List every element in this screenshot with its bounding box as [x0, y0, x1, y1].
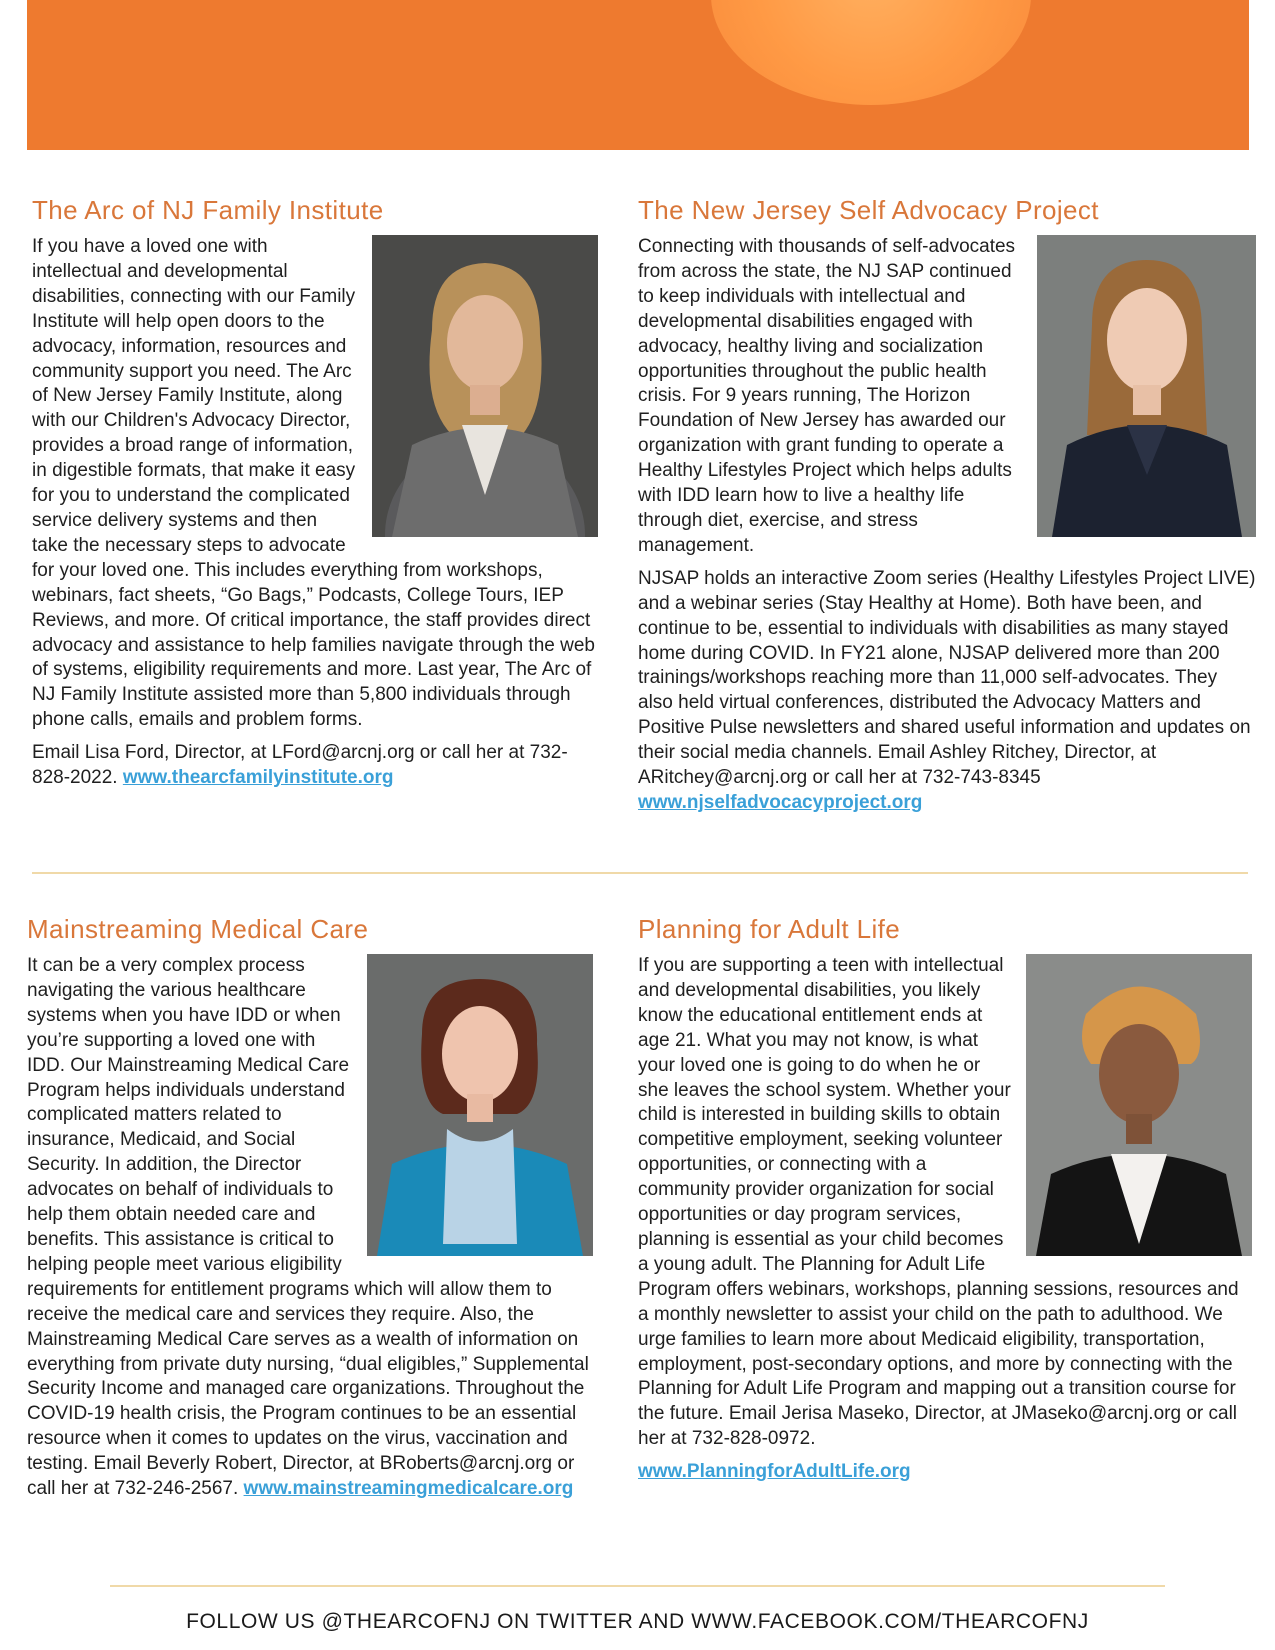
- section-mainstreaming-medical-care: [27, 914, 593, 1502]
- contact-text: Email Lisa Ford, Director, at LFord@arcnj.org or call her at 732-828-2022.: [32, 742, 568, 789]
- decorative-circle: [711, 0, 1031, 105]
- section-title: Planning for Adult Life: [638, 914, 901, 944]
- section-title: The Arc of NJ Family Institute: [32, 195, 384, 225]
- section-family-institute: [32, 195, 598, 791]
- section-paragraph: It can be a very complex process navigating the various healthcare systems when you have IDD or when you’re supporting a loved one with IDD. Our Mainstreaming Medical Care Program helps individuals understand complicated matters related to insurance, Medicaid, and Social Security. In addition, the Director advocates on behalf of individuals to help them obtain needed care and benefits. This assistance is critical to helping people meet various eligibility requirements for entitlement programs which will allow them to receive the medical care and services they require. Also, the Mainstreaming Medical Care serves as a wealth of information on everything from private duty nursing, “dual eligibles,” Supplemental Security Income and managed care organizations. Throughout the COVID-19 health crisis, the Program continues to be an essential resource when it comes to updates on the virus, vaccination and testing. Email Beverly Robert, Director, at BRoberts@arcnj.org or call her at 732-246-2567.: [27, 955, 589, 1500]
- portrait-photo-lisa-ford: [372, 235, 598, 537]
- family-institute-link[interactable]: www.thearcfamilyinstitute.org: [122, 767, 394, 789]
- section-divider: [32, 872, 1248, 874]
- portrait-photo-jerisa-maseko: [1026, 954, 1252, 1256]
- social-follow-footer: FOLLOW US @THEARCOFNJ ON TWITTER AND WWW.FACEBOOK.COM/THEARCOFNJ: [186, 1610, 1089, 1633]
- portrait-photo-ashley-ritchey: [1037, 235, 1256, 537]
- self-advocacy-link[interactable]: www.njselfadvocacyproject.org: [638, 791, 923, 813]
- section-title: The New Jersey Self Advocacy Project: [638, 195, 1099, 225]
- section-self-advocacy: [638, 195, 1256, 816]
- planning-adult-life-link[interactable]: www.PlanningforAdultLife.org: [638, 1461, 911, 1483]
- section-paragraph: If you are supporting a teen with intellectual and developmental disabilities, you likely know the educational entitlement ends at age 21. What you may not know, is what your loved one is going to do when he or she leaves the school system. Whether your child is interested in building skills to obtain competitive employment, seeking volunteer opportunities, or connecting with a community provider organization for social opportunities or day program services, planning is essential as your child becomes a young adult. The Planning for Adult Life Program offers webinars, workshops, planning sessions, resources and a monthly newsletter to assist your child on the path to adulthood. We urge families to learn more about Medicaid eligibility, transportation, employment, post-secondary options, and more by connecting with the Planning for Adult Life Program and mapping out a transition course for the future. Email Jerisa Maseko, Director, at JMaseko@arcnj.org or call her at 732-828-0972.: [638, 955, 1239, 1450]
- section-paragraph: Connecting with thousands of self-advocates from across the state, the NJ SAP continued to keep individuals with intellectual and developmental disabilities engaged with advocacy, healthy living and socialization opportunities throughout the public health crisis. For 9 years running, The Horizon Foundation of New Jersey has awarded our organization with grant funding to operate a Healthy Lifestyles Project which helps adults with IDD learn how to live a healthy life through diet, exercise, and stress management.: [638, 236, 1016, 556]
- section-paragraph: NJSAP holds an interactive Zoom series (Healthy Lifestyles Project LIVE) and a webinar series (Stay Healthy at Home). Both have been, and continue to be, essential to individuals with disabilities as many stayed home during COVID. In FY21 alone, NJSAP delivered more than 200 trainings/workshops reaching more than 11,000 self-advocates. They also held virtual conferences, distributed the Advocacy Matters and Positive Pulse newsletters and shared useful information and updates on their social media channels. Email Ashley Ritchey, Director, at ARitchey@arcnj.org or call her at 732-743-8345: [638, 567, 1256, 789]
- section-title: Mainstreaming Medical Care: [27, 914, 369, 944]
- footer-divider: [110, 1585, 1165, 1587]
- section-planning-adult-life: [638, 914, 1252, 1485]
- section-paragraph: If you have a loved one with intellectual and developmental disabilities, connecting with our Family Institute will help open doors to the advocacy, information, resources and community support you need. The Arc of New Jersey Family Institute, along with our Children's Advocacy Director, provides a broad range of information, in digestible formats, that make it easy for you to understand the complicated service delivery systems and then take the necessary steps to advocate for your loved one. This includes everything from workshops, webinars, fact sheets, “Go Bags,” Podcasts, College Tours, IEP Reviews, and more. Of critical importance, the staff provides direct advocacy and assistance to help families navigate through the web of systems, eligibility requirements and more. Last year, The Arc of NJ Family Institute assisted more than 5,800 individuals through phone calls, emails and problem forms.: [32, 236, 595, 731]
- portrait-photo-beverly-roberts: [367, 954, 593, 1256]
- header-banner: [27, 0, 1249, 150]
- mainstreaming-link[interactable]: www.mainstreamingmedicalcare.org: [243, 1478, 574, 1500]
